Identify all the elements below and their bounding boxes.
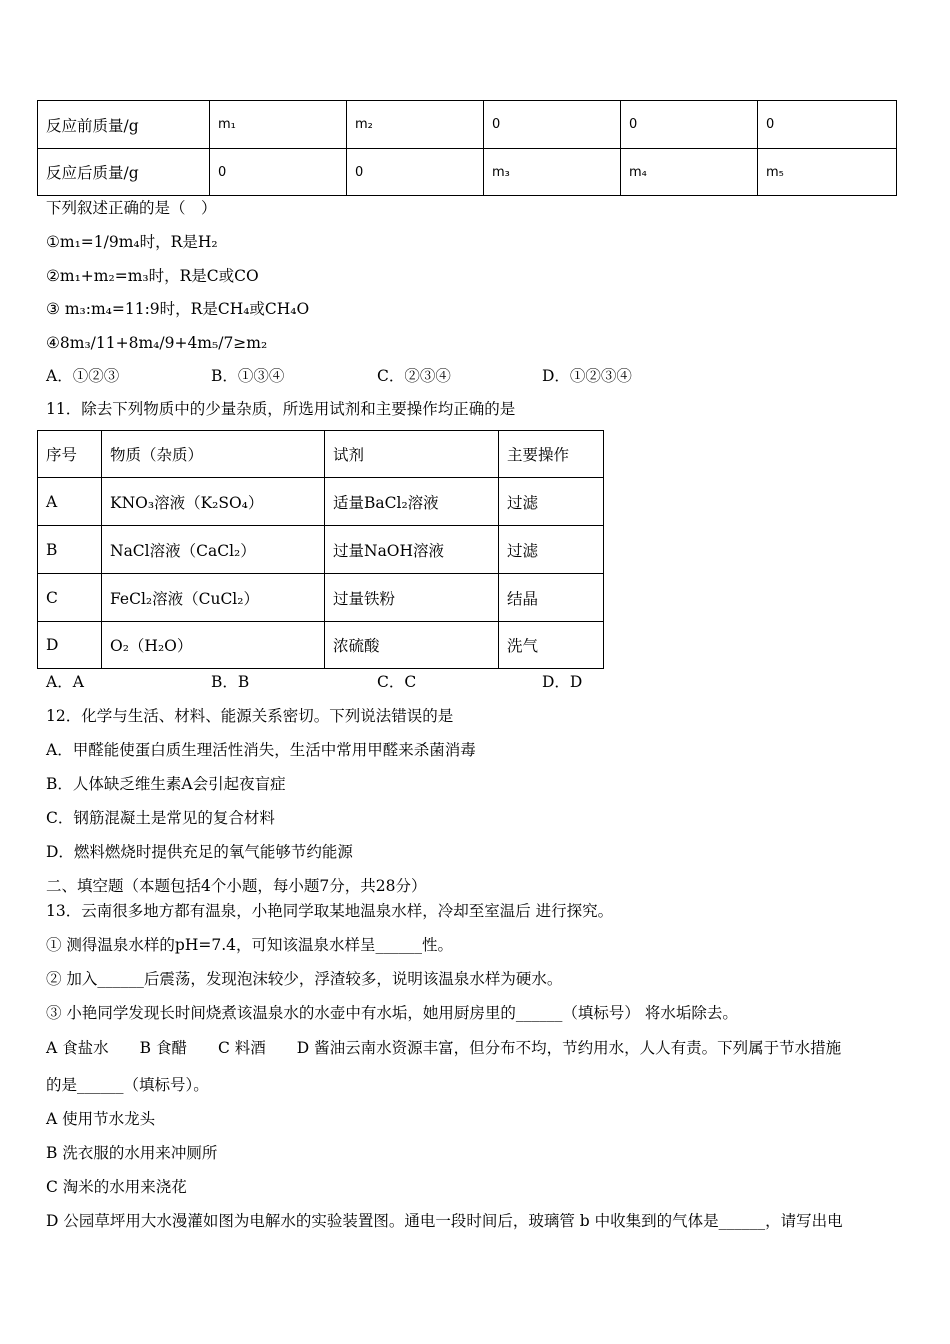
q13-line: D 公园草坪用大水漫灌如图为电解水的实验装置图。通电一段时间后，玻璃管 b 中收集到的气体是______，请写出电 (46, 1212, 843, 1230)
table-cell: 过滤 (499, 526, 604, 574)
table-cell: FeCl₂溶液（CuCl₂） (102, 574, 325, 622)
q11-stem: 11．除去下列物质中的少量杂质，所选用试剂和主要操作均正确的是 (46, 400, 516, 418)
option-c[interactable]: C．②③④ (377, 367, 451, 385)
column-header: 主要操作 (499, 431, 604, 478)
table-row (38, 101, 897, 149)
table-cell: 0 (484, 101, 621, 149)
q13-line: B 洗衣服的水用来冲厕所 (46, 1144, 218, 1162)
row-label: 反应前质量/g (38, 101, 210, 149)
table-cell: 0 (621, 101, 758, 149)
impurity-table (37, 430, 604, 669)
option-a[interactable]: A．A (46, 673, 84, 691)
q12-option-b[interactable]: B．人体缺乏维生素A会引起夜盲症 (46, 775, 286, 793)
column-header: 物质（杂质） (102, 431, 325, 478)
table-cell: m₄ (621, 149, 758, 196)
q13-line: C 淘米的水用来浇花 (46, 1178, 187, 1196)
q13-line: ① 测得温泉水样的pH=7.4，可知该温泉水样呈______性。 (46, 936, 454, 954)
row-label: 反应后质量/g (38, 149, 210, 196)
table-cell: m₅ (758, 149, 897, 196)
table-cell: m₂ (347, 101, 484, 149)
q12-option-a[interactable]: A．甲醛能使蛋白质生理活性消失，生活中常用甲醛来杀菌消毒 (46, 741, 476, 759)
q13-stem: 13．云南很多地方都有温泉，小艳同学取某地温泉水样，冷却至室温后 进行探究。 (46, 902, 614, 920)
table-cell: D (38, 622, 102, 669)
table-cell: 结晶 (499, 574, 604, 622)
table-cell: O₂（H₂O） (102, 622, 325, 669)
q13-line: 的是______（填标号）。 (46, 1076, 209, 1094)
table-cell: NaCl溶液（CaCl₂） (102, 526, 325, 574)
table-cell: m₃ (484, 149, 621, 196)
table-header-row (38, 431, 604, 478)
table-cell: C (38, 574, 102, 622)
q12-stem: 12．化学与生活、材料、能源关系密切。下列说法错误的是 (46, 707, 454, 725)
table-cell: KNO₃溶液（K₂SO₄） (102, 478, 325, 526)
table-cell: 浓硫酸 (325, 622, 499, 669)
q10-statement: ④8m₃/11+8m₄/9+4m₅/7≥m₂ (46, 334, 268, 352)
q10-statement: ③ m₃:m₄=11:9时，R是CH₄或CH₄O (46, 300, 310, 318)
table-row (38, 526, 604, 574)
q13-line: A 使用节水龙头 (46, 1110, 156, 1128)
table-row (38, 149, 897, 196)
table-cell: A (38, 478, 102, 526)
table-cell: B (38, 526, 102, 574)
q10-statement: ①m₁=1/9m₄时，R是H₂ (46, 233, 218, 251)
column-header: 试剂 (325, 431, 499, 478)
option-d[interactable]: D．①②③④ (542, 367, 632, 385)
q10-stem: 下列叙述正确的是（ ） (46, 199, 217, 217)
q13-line: ③ 小艳同学发现长时间烧煮该温泉水的水壶中有水垢，她用厨房里的______（填标号） 将水垢除去。 (46, 1004, 738, 1022)
table-row (38, 622, 604, 669)
table-cell: 0 (210, 149, 347, 196)
section-heading: 二、填空题（本题包括4个小题，每小题7分，共28分） (46, 877, 427, 895)
table-row (38, 574, 604, 622)
option-c[interactable]: C．C (377, 673, 417, 691)
q12-option-c[interactable]: C．钢筋混凝土是常见的复合材料 (46, 809, 275, 827)
table-cell: 洗气 (499, 622, 604, 669)
option-d[interactable]: D．D (542, 673, 583, 691)
table-cell: 过量NaOH溶液 (325, 526, 499, 574)
option-b[interactable]: B．①③④ (211, 367, 285, 385)
table-cell: 过量铁粉 (325, 574, 499, 622)
column-header: 序号 (38, 431, 102, 478)
table-cell: m₁ (210, 101, 347, 149)
q10-statement: ②m₁+m₂=m₃时，R是C或CO (46, 267, 259, 285)
table-cell: 过滤 (499, 478, 604, 526)
table-cell: 0 (758, 101, 897, 149)
q12-option-d[interactable]: D．燃料燃烧时提供充足的氧气能够节约能源 (46, 843, 353, 861)
table-cell: 适量BaCl₂溶液 (325, 478, 499, 526)
q13-line: ② 加入______后震荡，发现泡沫较少，浮渣较多，说明该温泉水样为硬水。 (46, 970, 563, 988)
table-cell: 0 (347, 149, 484, 196)
option-a[interactable]: A．①②③ (46, 367, 120, 385)
q13-line: A 食盐水 B 食醋 C 料酒 D 酱油云南水资源丰富，但分布不均，节约用水，人人有责。下列属于节水措施 (46, 1039, 842, 1057)
table-row (38, 478, 604, 526)
mass-table (37, 100, 897, 196)
option-b[interactable]: B．B (211, 673, 250, 691)
